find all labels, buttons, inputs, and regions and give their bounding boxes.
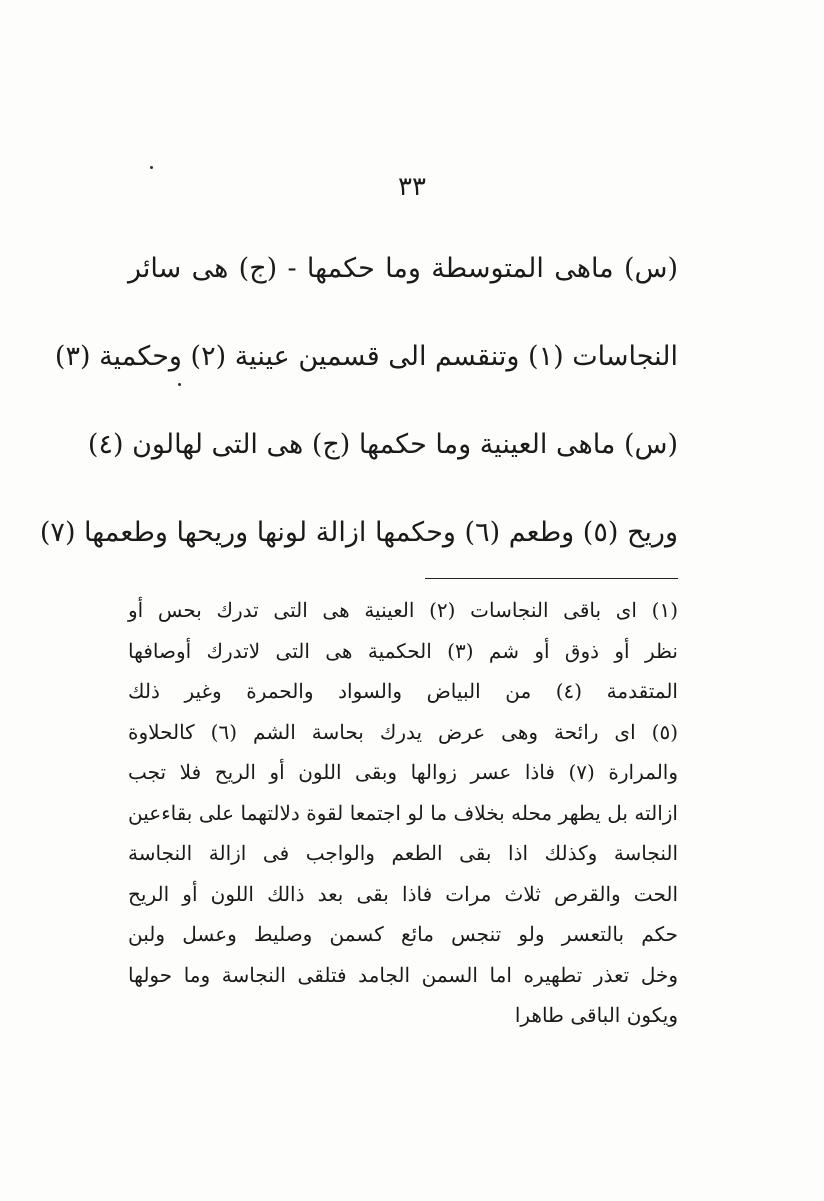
footnote-line: الحت والقرص ثلاث مرات فاذا بقى بعد ذالك اللون أو الريح: [128, 881, 678, 906]
footnote-line: (١) اى باقى النجاسات (٢) العينية هى التى تدرك بحس أو: [128, 598, 678, 622]
footnote-line: ازالته بل يطهر محله بخلاف ما لو اجتمعا لقوة دلالتهما على بقاءعين: [128, 800, 678, 825]
footnote-line: المتقدمة (٤) من البياض والسواد والحمرة وغير ذلك: [128, 679, 678, 703]
main-text-line: وريح (٥) وطعم (٦) وحكمها ازالة لونها وريحها وطعمها (٧): [39, 517, 678, 548]
footnote-line: حكم بالتعسر ولو تنجس مائع كسمن وصليط وعسل ولبن: [128, 922, 678, 946]
main-text-line: (س) ماهى المتوسطة وما حكمها - (ج) هى سائر: [128, 253, 678, 284]
footnote-line: النجاسة وكذلك اذا بقى الطعم والواجب فى ازالة النجاسة: [128, 841, 678, 865]
footnote-line: (٥) اى رائحة وهى عرض يدرك بحاسة الشم (٦) كالحلاوة: [128, 719, 678, 744]
footnote-line: والمرارة (٧) فاذا عسر زوالها وبقى اللون أو الريح فلا تجب: [128, 760, 679, 784]
page-number: ٣٣: [398, 172, 426, 202]
ink-speck: [150, 166, 153, 169]
footnote-line: ويكون الباقى طاهرا: [514, 1003, 678, 1027]
footnote-line: وخل تعذر تطهيره اما السمن الجامد فتلقى النجاسة وما حولها: [128, 962, 678, 987]
footnote-divider: [425, 578, 678, 579]
main-text: [39, 225, 678, 577]
footnote-line: نظر أو ذوق أو شم (٣) الحكمية هى التى لاتدرك أوصافها: [128, 638, 678, 663]
footnotes: [128, 590, 678, 1036]
main-text-line: النجاسات (١) وتنقسم الى قسمين عينية (٢) وحكمية (٣): [54, 341, 678, 372]
main-text-line: (س) ماهى العينية وما حكمها (ج) هى التى لهالون (٤): [87, 429, 678, 460]
